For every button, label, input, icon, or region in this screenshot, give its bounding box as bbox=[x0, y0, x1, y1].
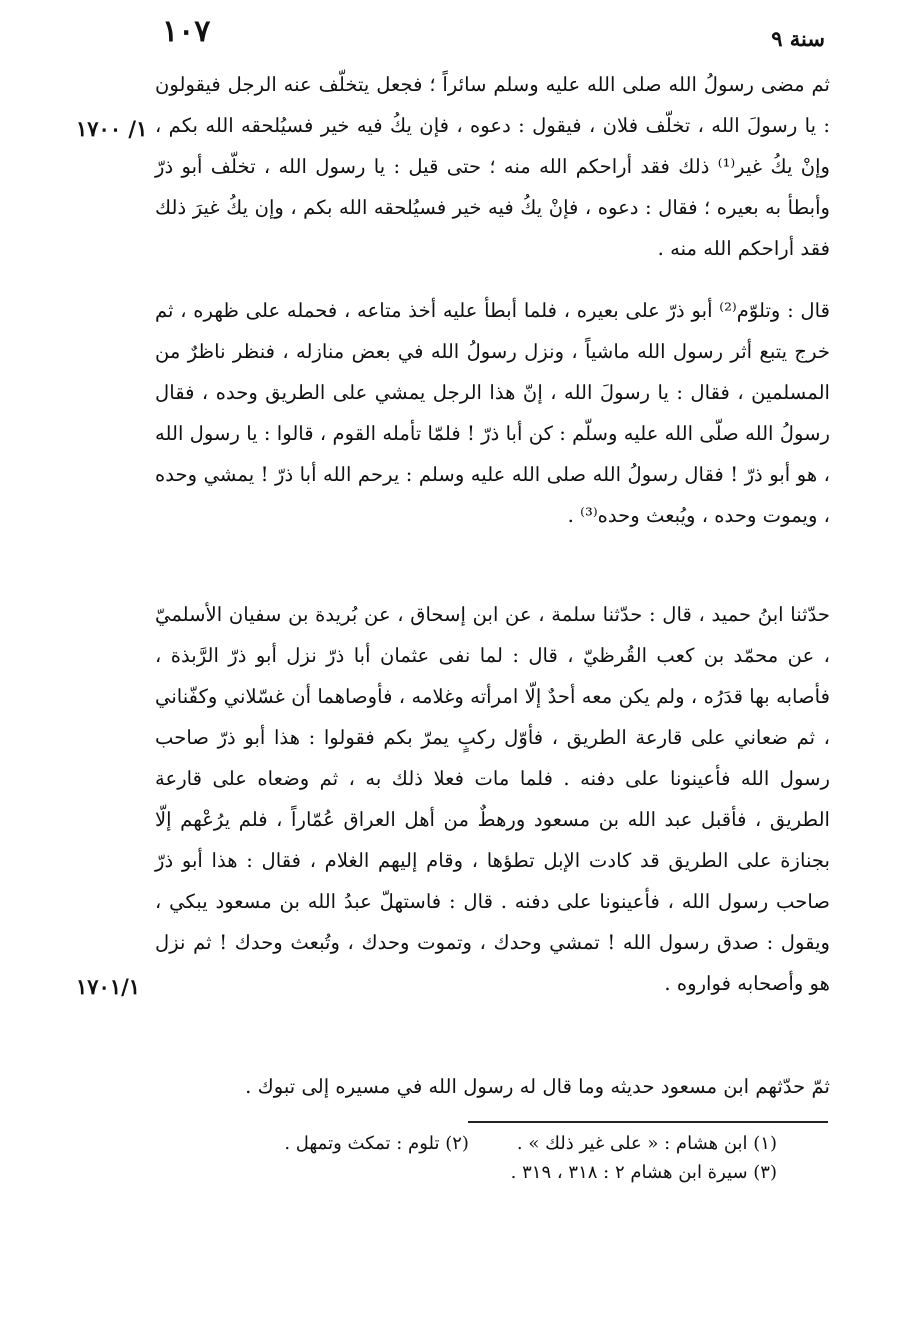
footnote: (١) ابن هشام : « على غير ذلك » . bbox=[516, 1133, 777, 1154]
paragraph: قال : وتلوّم⁽²⁾ أبو ذرّ على بعيره ، فلما أبطأ عليه أخذ متاعه ، فحمله على ظهره ، ثم خرج يتبع أثر رسول الله ماشياً ، ونزل رسولُ الله في بعض منازله ، فنظر ناظرٌ من المسلمين ، فقال : يا رسولَ الله ، إنّ هذا الرجل يمشي على الطريق وحده ، فقال رسولُ الله صلّى الله عليه وسلّم : كن أبا ذرّ ! فلمّا تأمله القوم ، قالوا : يا رسول الله ، هو أبو ذرّ ! فقال رسولُ الله صلى الله عليه وسلم : يرحم الله أبا ذرّ ! يمشي وحده ، ويموت وحده ، ويُبعث وحده⁽³⁾ . bbox=[155, 299, 831, 527]
running-header-year: سنة ٩ bbox=[771, 26, 825, 51]
footnote-divider bbox=[468, 1121, 828, 1123]
footnote: (٣) سيرة ابن هشام ٢ : ٣١٨ ، ٣١٩ . bbox=[510, 1162, 777, 1183]
paragraph: ثمّ حدّثهم ابن مسعود حديثه وما قال له رسول الله في مسيره إلى تبوك . bbox=[245, 1075, 830, 1098]
margin-reference: ١/ ١٧٠٠ bbox=[76, 116, 148, 141]
footnote: (٢) تلوم : تمكث وتمهل . bbox=[284, 1133, 469, 1154]
margin-reference: ١٧٠١/١ bbox=[76, 974, 141, 999]
page-number: ١٠٧ bbox=[162, 14, 211, 49]
paragraph: ثم مضى رسولُ الله صلى الله عليه وسلم سائراً ؛ فجعل يتخلّف عنه الرجل فيقولون : يا رسولَ الله ، تخلّف فلان ، فيقول : دعوه ، فإن يكُ فيه خير فسيُلحقه الله بكم ، وإنْ يكُ غير⁽¹⁾ ذلك فقد أراحكم الله منه ؛ حتى قيل : يا رسول الله ، تخلّف أبو ذرّ وأبطأ به بعيره ؛ فقال : دعوه ، فإنْ يكُ فيه خير فسيُلحقه الله بكم ، وإن يكُ غيرَ ذلك فقد أراحكم الله منه . bbox=[155, 73, 830, 260]
footnotes-line bbox=[463, 1162, 777, 1183]
paragraph: حدّثنا ابنُ حميد ، قال : حدّثنا سلمة ، عن ابن إسحاق ، عن بُريدة بن سفيان الأسلميّ ، عن محمّد بن كعب القُرظيّ ، قال : لما نفى عثمان أبا ذرّ نزل أبو ذرّ الرَّبذة ، فأصابه بها قدَرُه ، ولم يكن معه أحدٌ إلّا امرأته وغلامه ، فأوصاهما أن غسّلاني وكفّناني ، ثم ضعاني على قارعة الطريق ، فأوّل ركبٍ يمرّ بكم فقولوا : هذا أبو ذرّ صاحب رسول الله فأعينونا على دفنه . فلما مات فعلا ذلك به ، ثم وضعاه على قارعة الطريق ، فأقبل عبد الله بن مسعود ورهطٌ من أهل العراق عُمّاراً ، فلم يرُعْهم إلّا بجنازة على الطريق قد كادت الإبل تطؤها ، وقام إليهم الغلام ، فقال : هذا أبو ذرّ صاحب رسول الله ، فأعينونا على دفنه . قال : فاستهلّ عبدُ الله بن مسعود يبكي ، ويقول : صدق رسول الله ! تمشي وحدك ، وتموت وحدك ، وتُبعث وحدك ! ثم نزل هو وأصحابه فواروه . bbox=[155, 603, 830, 995]
footnotes-line bbox=[236, 1133, 777, 1154]
